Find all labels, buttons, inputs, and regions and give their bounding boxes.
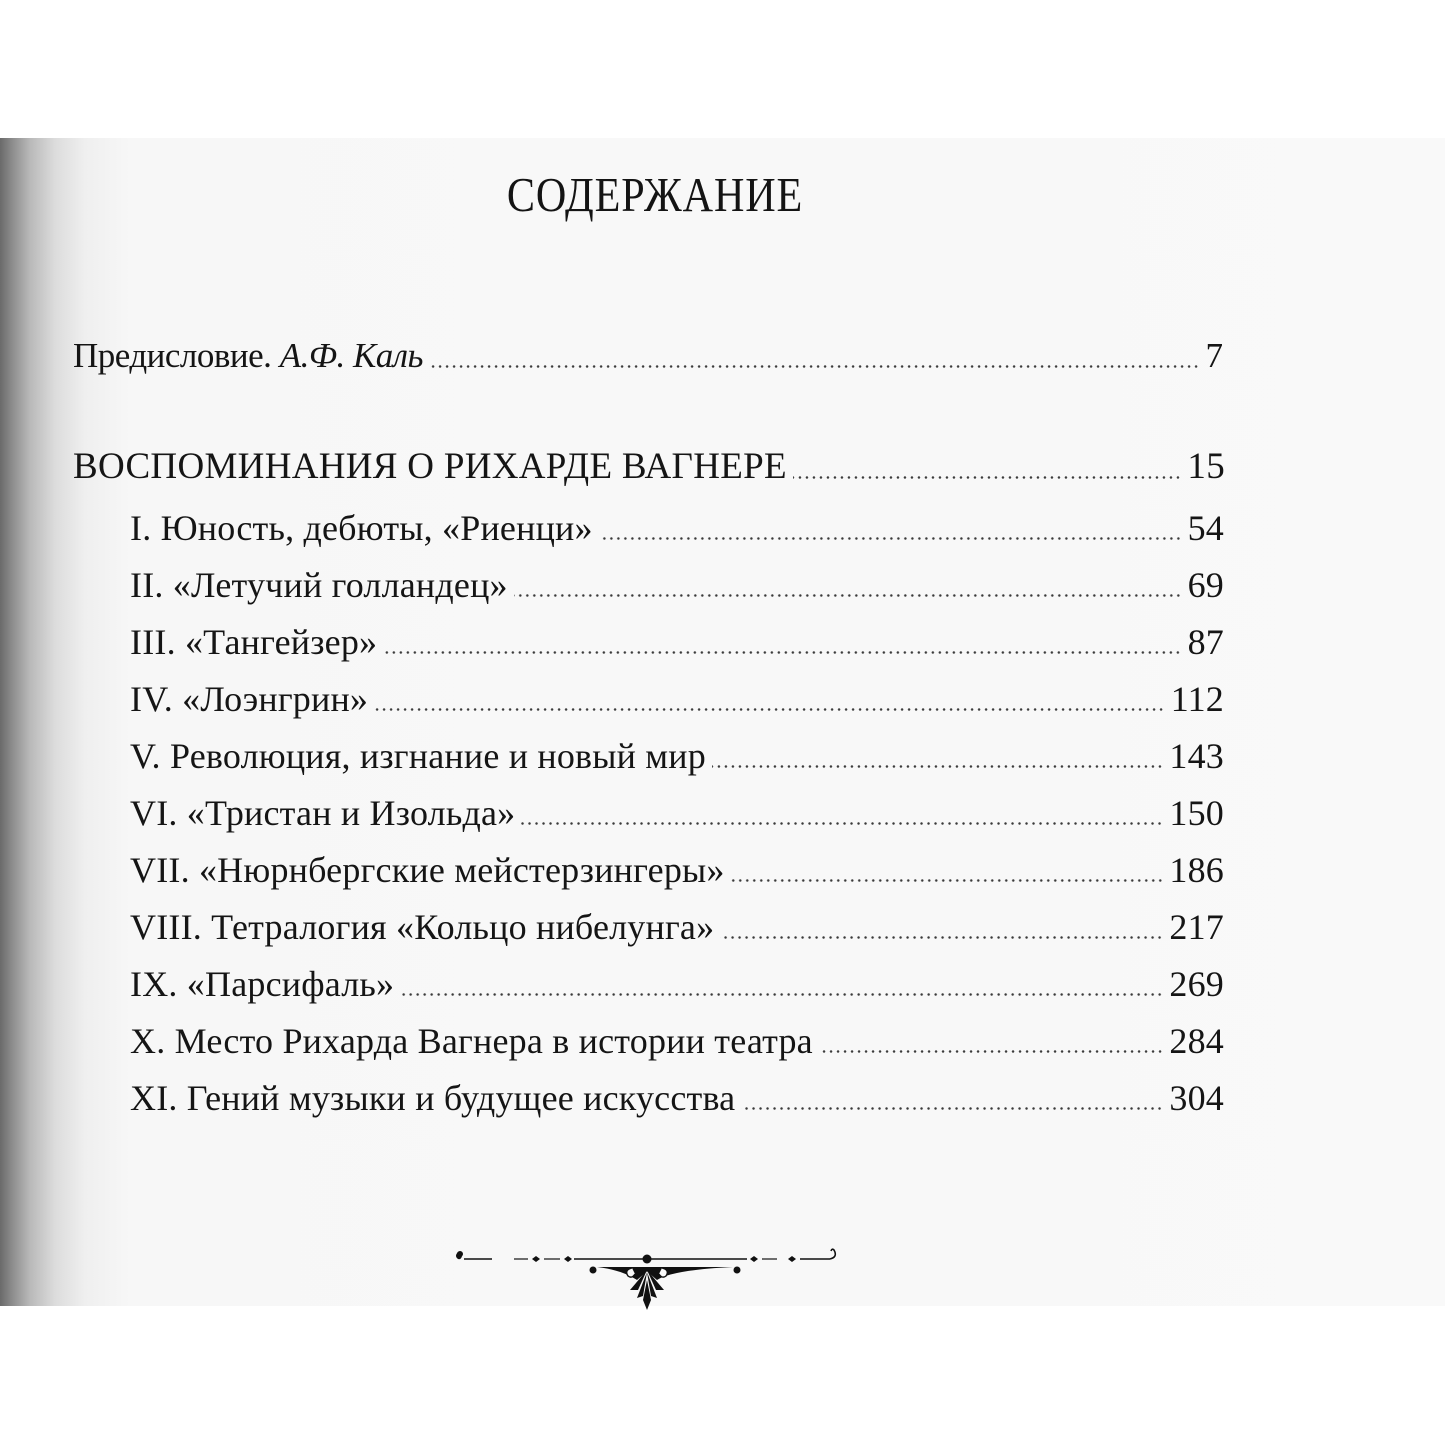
chapter-title: «Тристан и Изольда» [186, 793, 516, 833]
chapter-number: III. [130, 622, 176, 662]
chapter-label [130, 563, 508, 607]
chapter-title: «Летучий голландец» [172, 565, 508, 605]
toc-entry-chapter [130, 734, 1224, 778]
page-number: 304 [1169, 1078, 1224, 1118]
preface-label: Предисловие. [73, 336, 272, 375]
page-title: СОДЕРЖАНИЕ [506, 167, 804, 222]
toc-entry-chapter [130, 620, 1224, 664]
toc-entry-chapter [130, 1076, 1224, 1120]
chapter-number: IV. [130, 679, 173, 719]
toc-entry-chapter [130, 1019, 1224, 1063]
chapter-label [130, 1076, 735, 1120]
book-page [0, 138, 1445, 1306]
chapter-number: VI. [130, 793, 178, 833]
chapter-number: VII. [130, 850, 190, 890]
toc-entry-section [73, 445, 1225, 489]
chapter-label [130, 905, 714, 949]
dot-leader [374, 708, 1165, 711]
page-number: 217 [1169, 907, 1224, 947]
chapter-label [130, 791, 515, 835]
dot-leader [793, 476, 1181, 479]
page-number: 284 [1169, 1021, 1224, 1061]
page-number: 112 [1170, 679, 1224, 719]
toc-entry-label [73, 334, 423, 378]
dot-leader [741, 1107, 1163, 1110]
page-number: 69 [1187, 565, 1224, 605]
chapter-label [130, 734, 706, 778]
toc-entry-chapter [130, 791, 1224, 835]
dot-leader [599, 537, 1182, 540]
toc-entry-chapter [130, 506, 1224, 550]
page-number: 54 [1187, 508, 1224, 548]
dot-leader [383, 651, 1181, 654]
ornament-vignette-icon [452, 1240, 842, 1312]
dot-leader [514, 594, 1182, 597]
chapter-title: Юность, дебюты, «Риенци» [160, 508, 593, 548]
dot-leader [819, 1050, 1164, 1053]
toc-entry-chapter [130, 962, 1224, 1006]
chapter-label [130, 848, 725, 892]
chapter-title: «Нюрнбергские мейстерзингеры» [198, 850, 725, 890]
chapter-title: Революция, изгнание и новый мир [169, 736, 706, 776]
toc-entry-chapter [130, 563, 1224, 607]
chapter-title: Тетралогия «Кольцо нибелунга» [211, 907, 715, 947]
page-number: 87 [1187, 622, 1224, 662]
chapter-title: «Лоэнгрин» [182, 679, 369, 719]
toc-entry-chapter [130, 677, 1224, 721]
page-number: 7 [1205, 336, 1223, 375]
page-number: 186 [1169, 850, 1224, 890]
chapter-title: «Тангейзер» [184, 622, 378, 662]
dot-leader [521, 822, 1163, 825]
chapter-number: V. [130, 736, 161, 776]
chapter-label [130, 620, 377, 664]
dot-leader [400, 993, 1163, 996]
dot-leader [731, 879, 1164, 882]
toc-entry-preface [73, 334, 1223, 378]
page-number: 269 [1169, 964, 1224, 1004]
section-label: ВОСПОМИНАНИЯ О РИХАРДЕ ВАГНЕРЕ [73, 446, 787, 487]
dot-leader [429, 365, 1200, 368]
chapter-label [130, 962, 394, 1006]
chapter-number: VIII. [130, 907, 202, 947]
chapter-label [130, 1019, 813, 1063]
chapter-number: X. [130, 1021, 166, 1061]
preface-author: А.Ф. Каль [279, 336, 423, 375]
toc-entry-chapter [130, 905, 1224, 949]
chapter-number: I. [130, 508, 152, 548]
chapter-number: XI. [130, 1078, 178, 1118]
chapter-title: Гений музыки и будущее искусства [186, 1078, 736, 1118]
chapter-title: «Парсифаль» [186, 964, 395, 1004]
dot-leader [712, 765, 1163, 768]
chapter-title: Место Рихарда Вагнера в истории театра [174, 1021, 813, 1061]
page-number: 143 [1169, 736, 1224, 776]
page-number: 150 [1169, 793, 1224, 833]
dot-leader [720, 936, 1163, 939]
toc-entry-chapter [130, 848, 1224, 892]
chapter-label [130, 506, 593, 550]
page-number: 15 [1187, 446, 1225, 487]
chapter-number: II. [130, 565, 164, 605]
chapter-number: IX. [130, 964, 178, 1004]
chapter-label [130, 677, 368, 721]
